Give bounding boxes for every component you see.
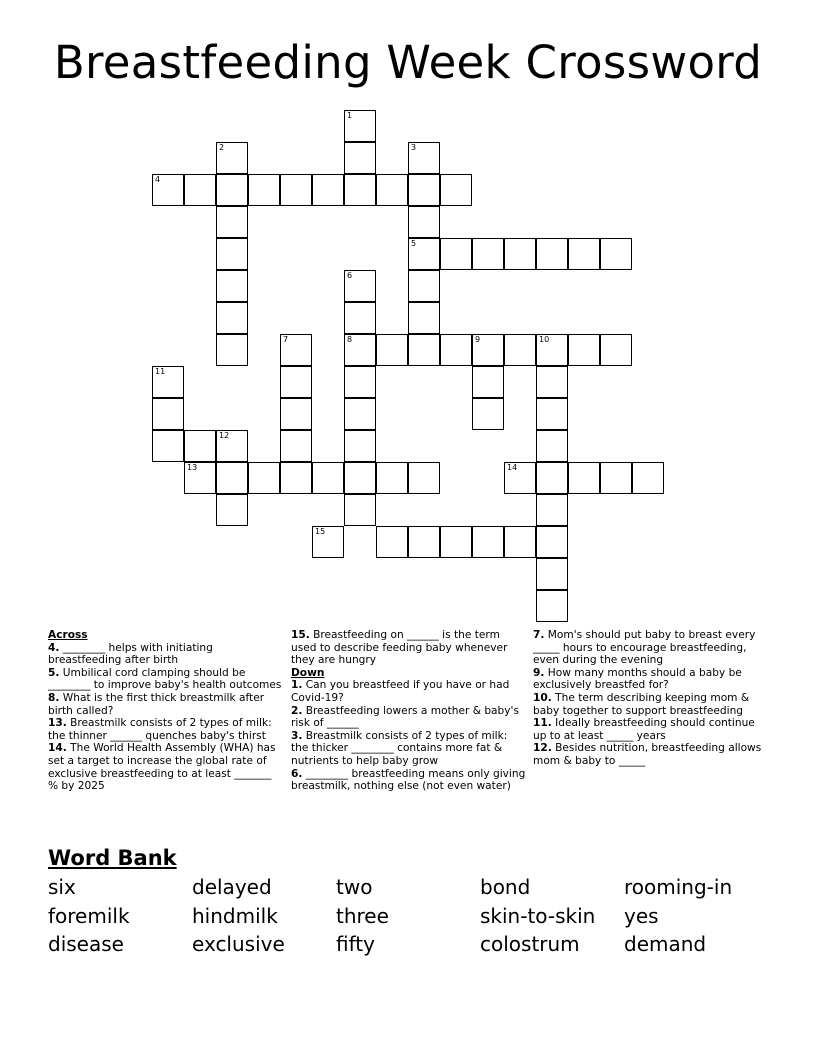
grid-cell[interactable]	[504, 462, 536, 494]
clue-number-9: 9	[475, 335, 481, 344]
grid-cell[interactable]	[280, 398, 312, 430]
word-bank-word: exclusive	[192, 932, 285, 956]
grid-cell[interactable]	[408, 526, 440, 558]
clue-text: ________ helps with initiating breastfeeding after birth	[48, 641, 213, 667]
clue-item	[48, 642, 283, 667]
grid-cell[interactable]	[248, 174, 280, 206]
clue-column-3	[533, 629, 768, 768]
clue-number-15: 15	[315, 527, 326, 536]
clue-item	[48, 692, 283, 717]
grid-cell[interactable]	[216, 238, 248, 270]
grid-cell[interactable]	[504, 334, 536, 366]
col3-clues	[533, 629, 768, 768]
clue-num: 7.	[533, 629, 545, 641]
clue-number-14: 14	[507, 463, 518, 472]
col1-clues	[48, 642, 283, 793]
grid-cell[interactable]	[600, 238, 632, 270]
page-title: Breastfeeding Week Crossword	[53, 36, 763, 89]
clue-number-13: 13	[187, 463, 198, 472]
grid-cell[interactable]	[216, 302, 248, 334]
clue-item	[48, 742, 283, 792]
word-bank-word: bond	[480, 875, 531, 899]
grid-cell[interactable]	[536, 558, 568, 590]
clue-num: 3.	[291, 729, 303, 742]
clue-number-12: 12	[219, 431, 230, 440]
clue-num: 6.	[291, 767, 303, 780]
clue-text: The World Health Assembly (WHA) has set a target to increase the global rate of exclusive breastfeeding to at least _______ % by 2025	[48, 742, 276, 793]
grid-cell[interactable]	[408, 270, 440, 302]
grid-cell[interactable]	[312, 526, 344, 558]
grid-cell[interactable]	[152, 366, 184, 398]
grid-cell[interactable]	[280, 366, 312, 398]
grid-cell[interactable]	[344, 110, 376, 142]
grid-cell[interactable]	[376, 462, 408, 494]
word-bank-word: skin-to-skin	[480, 904, 596, 928]
grid-cell[interactable]	[344, 302, 376, 334]
grid-cell[interactable]	[472, 238, 504, 270]
grid-cell[interactable]	[472, 526, 504, 558]
grid-cell[interactable]	[376, 526, 408, 558]
clue-num: 1.	[291, 679, 303, 692]
across-header: Across	[48, 629, 88, 641]
grid-cell[interactable]	[184, 462, 216, 494]
grid-cell[interactable]	[280, 334, 312, 366]
clue-number-11: 11	[155, 367, 166, 376]
clue-number-2: 2	[219, 143, 225, 152]
clue-item	[48, 667, 283, 692]
word-bank-word: disease	[48, 932, 124, 956]
clue-text: What is the first thick breastmilk after birth called?	[48, 691, 265, 717]
grid-cell[interactable]	[440, 334, 472, 366]
clue-text: Umbilical cord clamping should be ________ to improve baby's health outcomes	[48, 666, 282, 692]
clue-num: 11.	[533, 717, 552, 730]
grid-cell[interactable]	[248, 462, 280, 494]
grid-cell[interactable]	[408, 174, 440, 206]
grid-cell[interactable]	[184, 174, 216, 206]
word-bank-title: Word Bank	[48, 846, 177, 870]
clue-num: 15.	[291, 629, 310, 641]
grid-cell[interactable]	[440, 174, 472, 206]
grid-cell[interactable]	[472, 334, 504, 366]
down-header: Down	[291, 666, 325, 679]
word-bank-word: six	[48, 875, 76, 899]
grid-cell[interactable]	[536, 526, 568, 558]
col2-across-clues	[291, 629, 526, 667]
grid-cell[interactable]	[152, 398, 184, 430]
word-bank-word: three	[336, 904, 389, 928]
clue-number-4: 4	[155, 175, 161, 184]
grid-cell[interactable]	[536, 494, 568, 526]
grid-cell[interactable]	[152, 174, 184, 206]
word-bank-word: hindmilk	[192, 904, 278, 928]
clue-item	[291, 730, 526, 768]
word-bank-word: rooming-in	[624, 875, 733, 899]
word-bank-word: delayed	[192, 875, 272, 899]
grid-cell[interactable]	[536, 462, 568, 494]
grid-cell[interactable]	[408, 238, 440, 270]
grid-cell[interactable]	[440, 238, 472, 270]
grid-cell[interactable]	[536, 430, 568, 462]
grid-cell[interactable]	[408, 462, 440, 494]
grid-cell[interactable]	[408, 302, 440, 334]
grid-cell[interactable]	[312, 174, 344, 206]
clue-item	[291, 629, 526, 667]
clue-num: 9.	[533, 666, 545, 679]
grid-cell[interactable]	[216, 206, 248, 238]
grid-cell[interactable]	[408, 206, 440, 238]
grid-cell[interactable]	[344, 174, 376, 206]
clue-num: 8.	[48, 691, 60, 704]
grid-cell[interactable]	[376, 174, 408, 206]
clue-item	[533, 629, 768, 667]
clue-number-5: 5	[411, 239, 417, 248]
grid-cell[interactable]	[312, 462, 344, 494]
grid-cell[interactable]	[216, 494, 248, 526]
word-bank-word: demand	[624, 932, 707, 956]
word-bank-word: fifty	[336, 932, 375, 956]
grid-cell[interactable]	[568, 462, 600, 494]
clue-num: 12.	[533, 742, 552, 755]
clue-number-7: 7	[283, 335, 289, 344]
grid-cell[interactable]	[344, 270, 376, 302]
word-bank-word: foremilk	[48, 904, 130, 928]
clue-number-10: 10	[539, 335, 550, 344]
grid-cell[interactable]	[408, 142, 440, 174]
grid-cell[interactable]	[216, 334, 248, 366]
clue-item	[291, 705, 526, 730]
grid-cell[interactable]	[344, 494, 376, 526]
clue-text: Breastmilk consists of 2 types of milk: the thinner ______ quenches baby's thirst	[48, 717, 272, 742]
clue-text: The term describing keeping mom & baby together to support breastfeeding	[533, 691, 750, 717]
clue-text: ________ breastfeeding means only giving breastmilk, nothing else (not even water)	[291, 767, 526, 793]
grid-cell[interactable]	[536, 238, 568, 270]
clue-num: 5.	[48, 666, 60, 679]
clue-text: Can you breastfeed if you have or had Covid-19?	[291, 679, 510, 704]
grid-cell[interactable]	[184, 430, 216, 462]
clue-text: Mom's should put baby to breast every _____ hours to encourage breastfeeding, even during the evening	[533, 629, 756, 667]
grid-cell[interactable]	[344, 142, 376, 174]
grid-cell[interactable]	[408, 334, 440, 366]
grid-cell[interactable]	[472, 366, 504, 398]
clue-text: How many months should a baby be exclusively breastfed for?	[533, 666, 742, 692]
clue-text: Breastfeeding lowers a mother & baby's risk of ______	[291, 704, 519, 730]
grid-cell[interactable]	[216, 174, 248, 206]
clue-item	[291, 768, 526, 793]
grid-cell[interactable]	[280, 430, 312, 462]
col2-down-clues	[291, 679, 526, 792]
grid-cell[interactable]	[216, 270, 248, 302]
grid-cell[interactable]	[280, 174, 312, 206]
grid-cell[interactable]	[600, 462, 632, 494]
grid-cell[interactable]	[536, 334, 568, 366]
clue-item	[291, 679, 526, 704]
grid-cell[interactable]	[632, 462, 664, 494]
clue-text: Besides nutrition, breastfeeding allows mom & baby to _____	[533, 742, 762, 767]
clue-num: 14.	[48, 742, 67, 755]
clue-text: Breastfeeding on ______ is the term used to describe feeding baby whenever they are hungry	[291, 629, 508, 667]
grid-cell[interactable]	[344, 462, 376, 494]
grid-cell[interactable]	[536, 590, 568, 622]
clue-item	[533, 667, 768, 692]
grid-cell[interactable]	[344, 398, 376, 430]
clue-number-6: 6	[347, 271, 353, 280]
grid-cell[interactable]	[536, 366, 568, 398]
grid-cell[interactable]	[152, 430, 184, 462]
grid-cell[interactable]	[280, 462, 312, 494]
grid-cell[interactable]	[504, 526, 536, 558]
clue-column-1	[48, 629, 283, 793]
grid-cell[interactable]	[216, 430, 248, 462]
grid-cell[interactable]	[344, 366, 376, 398]
grid-cell[interactable]	[600, 334, 632, 366]
clue-text: Breastmilk consists of 2 types of milk: the thicker ________ contains more fat & nutrients to help baby grow	[291, 729, 508, 767]
grid-cell[interactable]	[216, 142, 248, 174]
clue-item	[533, 717, 768, 742]
word-bank-word: colostrum	[480, 932, 580, 956]
clue-num: 2.	[291, 704, 303, 717]
grid-cell[interactable]	[344, 334, 376, 366]
grid-cell[interactable]	[472, 398, 504, 430]
clue-num: 4.	[48, 641, 60, 654]
clue-column-2	[291, 629, 526, 793]
word-bank-word: yes	[624, 904, 659, 928]
word-bank-word: two	[336, 875, 373, 899]
clue-text: Ideally breastfeeding should continue up to at least _____ years	[533, 717, 755, 742]
grid-cell[interactable]	[216, 462, 248, 494]
clue-number-8: 8	[347, 335, 353, 344]
clue-item	[533, 692, 768, 717]
grid-cell[interactable]	[440, 526, 472, 558]
clue-num: 13.	[48, 717, 67, 730]
clue-item	[48, 717, 283, 742]
clue-number-1: 1	[347, 111, 353, 120]
clue-num: 10.	[533, 691, 552, 704]
grid-cell[interactable]	[536, 398, 568, 430]
clue-item	[533, 742, 768, 767]
clue-number-3: 3	[411, 143, 417, 152]
grid-cell[interactable]	[504, 238, 536, 270]
grid-cell[interactable]	[344, 430, 376, 462]
grid-cell[interactable]	[568, 238, 600, 270]
grid-cell[interactable]	[376, 334, 408, 366]
grid-cell[interactable]	[568, 334, 600, 366]
